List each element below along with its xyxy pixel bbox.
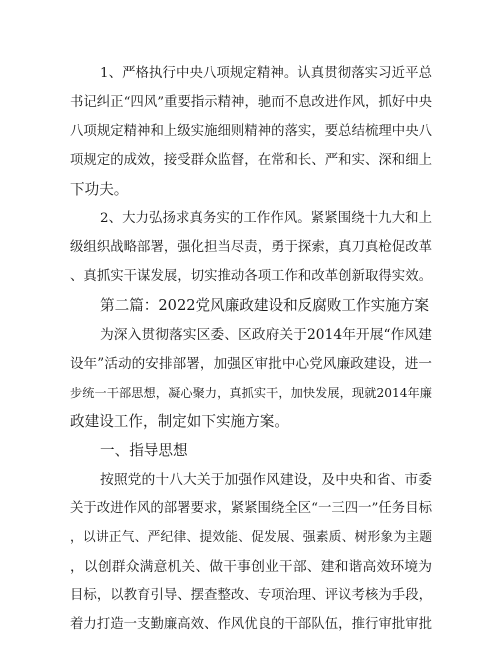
paragraph-line: 关于改进作风的部署要求，紧紧围绕全区“一三四一”任务目标 <box>70 501 432 516</box>
paragraph-line: ，以讲正气、严纪律、提效能、促发展、强素质、树形象为主题 <box>70 530 432 545</box>
paragraph-line: 下功夫。 <box>70 181 129 198</box>
paragraph-line: 八项规定精神和上级实施细则精神的落实，要总结梳理中央八 <box>70 124 432 139</box>
paragraph-line: 2、大力弘扬求真务实的工作作风。紧紧围绕十九大和上 <box>100 211 432 226</box>
subsection-heading: 一、指导思想 <box>100 442 188 459</box>
paragraph-line: 1、严格执行中央八项规定精神。认真贯彻落实习近平总 <box>100 66 432 81</box>
paragraph-line: 步统一干部思想，凝心聚力，真抓实干，加快发展，现就2014年廉 <box>70 386 432 400</box>
paragraph-line: 级组织战略部署，强化担当尽责，勇于探索，真刀真枪促改革 <box>70 240 432 255</box>
paragraph-line: 按照党的十八大关于加强作风建设，及中央和省、市委 <box>100 472 432 488</box>
paragraph-line: 为深入贯彻落实区委、区政府关于2014年开展“作风建 <box>100 327 432 343</box>
paragraph-line: 、真抓实干谋发展，切实推动各项工作和改革创新取得实效。 <box>70 269 432 284</box>
paragraph-line: 项规定的成效，接受群众监督，在常和长、严和实、深和细上 <box>70 153 432 168</box>
paragraph-line: 目标，以教育引导、摆查整改、专项治理、评议考核为手段， <box>70 588 432 603</box>
paragraph-line: 政建设工作，制定如下实施方案。 <box>70 413 289 430</box>
section-heading: 第二篇：2022党风廉政建设和反腐败工作实施方案 <box>100 297 430 314</box>
paragraph-line: 书记纠正“四风”重要指示精神，驰而不息改进作风，抓好中央 <box>70 95 432 110</box>
paragraph-line: ，以创群众满意机关、做干事创业干部、建和谐高效环境为 <box>70 559 432 575</box>
paragraph-line: 着力打造一支勤廉高效、作风优良的干部队伍，推行审批审批 <box>70 617 432 632</box>
paragraph-line: 设年”活动的安排部署，加强区审批中心党风廉政建设，进一 <box>70 356 432 372</box>
